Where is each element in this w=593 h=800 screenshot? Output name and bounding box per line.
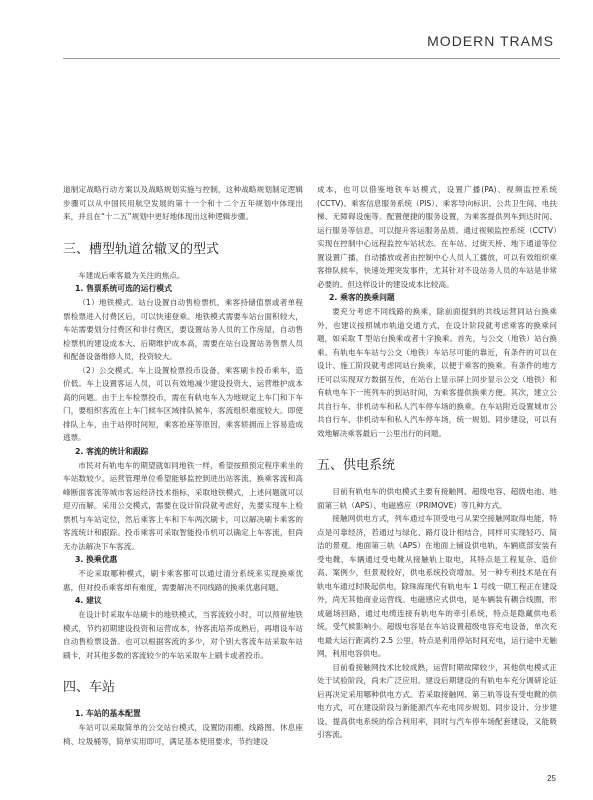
page-number: 25	[547, 774, 556, 783]
section-heading: 三、槽型轨道岔辙叉的型式	[63, 241, 220, 257]
subsection-heading: 3. 换乘优惠	[75, 555, 118, 564]
right-column	[317, 183, 557, 742]
paragraph: 车站可以采取简单的公交站台模式，设置防雨棚、线路图、休息座椅、垃圾桶等，简单实用即可，满足基本使用要求，节约建设	[63, 723, 303, 746]
paragraph: 目前看接触网技术比较成熟，运营时期故障较少，其他供电模式正处于试验阶段，尚未广泛应用。建设后期建设的有轨电车充分调研论证后再决定采用哪种供电方式。若采取接触网、第三轨等设有受电靴的供电方式，可在建设阶段与新能源汽车充电同步规划、同步设计、分步建设，提高供电系统的综合利用率，同时与汽车停车场配套建设，又能吸引客流。	[317, 662, 557, 739]
section-heading: 四、车站	[63, 680, 116, 695]
running-header: MODERN TRAMS	[427, 33, 554, 49]
section-heading: 五、供电系统	[317, 458, 396, 473]
paragraph: （1）地铁模式。站台设置自动售检票机，乘客持储值票或者单程票检票进入付费区后，可以快速登乘。地铁模式需要车站台面积较大，车站需要划分付费区和非付费区，要设置站务人员的工作房屋，自动售检票机的建设成本大、后期维护成本高，需要在站台设置站务售票人员和配备设备维修人员，投资较大。	[63, 298, 303, 361]
paragraph: 成本，也可以借鉴地铁车站模式，设置广播(PA)、视频监控系统(CCTV)、乘客信息服务系统（PIS）、乘客导向标识、公共卫生间、电扶梯、无障碍设施等。配置便捷的服务设置，为乘客提供列车到达时间、运行服务等信息，可以提升客运服务品质。通过视频监控系统（CCTV）实现在控制中心远程监控车站状态。在车站、过街天桥、地下通道等位置设置广播，自动播放或者由控制中心人员人工播放，可以有效组织乘客排队候车，快速处理突发事件，尤其针对不设站务人员的车站是非常必要的。但这样设计的建设成本比较高。	[317, 185, 557, 289]
subsection-heading: 2. 客流的统计和跟踪	[75, 446, 149, 456]
header-rule	[63, 58, 560, 59]
paragraph: 不论采取哪种模式，刷卡乘客都可以通过清分系统来实现换乘优惠，但对投币乘客却有难度，需要解决不同线路的换乘优惠问题。	[63, 569, 303, 592]
paragraph: 在设计时采取车站刷卡的地铁模式，当客流较小时，可以预留地铁模式，节约初期建设投资和运营成本，待客流培养成熟后，再增设车站自动售检票设备。也可以根据客流的多少，对个别大客流车站采取车站刷卡，对其他多数的客流较少的车站采取车上刷卡或者投币。	[63, 610, 303, 660]
paragraph: 车建成后乘客最为关注的焦点。	[78, 270, 185, 280]
paragraph: 目前有轨电车的供电模式主要有接触网、超级电容、超级电池、地面第三轨（APS）、电磁感应（PRIMOVE）等几种方式。	[317, 487, 557, 510]
subsection-heading: 4. 建议	[75, 596, 102, 605]
paragraph: （2）公交模式。车上设置检票投币设备，乘客刷卡投币乘车，造价低。车上设置客运人员，可以有效地减少建设投资大、运营维护成本高的问题。由于上车检票投币，需在有轨电车入为地规定上车门和下车门，要组织客流在上车门候车区域排队候车，客流组织难度较大。即使排队上车，由于站停时间短，乘客抢座等原因，乘客轿拥而上容易造成逃票。	[63, 365, 303, 442]
subsection-heading: 1. 售票系统可选的运行模式	[75, 284, 172, 293]
paragraph: 道制定战略行动方案以及战略规划实施与控制，这种战略规划制定逻辑步骤可以从中国民用航空发展的第十一个和十二个五年规划中体现出来，并且在“十二五”规划中更好地体现出这种逻辑步骤。	[63, 185, 303, 221]
subsection-heading: 2. 乘客的换乘问题	[329, 293, 395, 302]
left-column	[63, 183, 303, 748]
paragraph: 市民对有轨电车的期望就如同地铁一样，希望按照预定程序乘坐的车站数较少。运营管理单位希望能够监控到进出站客流、换乘客流和高峰断面客流等城市客运经济技术指标，采取地铁模式，上述问题就可以迎刃而解。采用公交模式，需要在设计阶段就考虑好，先要实现车上检票机与车站定位，然后乘客上车和下车两次刷卡，可以解决刷卡乘客的客流统计和跟踪。投币乘客可采取智能投币机可以确定上车客流，但尚无办法解决下车客流。	[63, 460, 303, 551]
subsection-heading: 1. 车站的基本配置	[75, 709, 141, 718]
paragraph: 接触网供电方式，列车通过车顶受电弓从架空接触网取得电能，特点是可靠经济，若通过与绿化、路灯设计相结合，同样可实现轻巧、简洁的景观。地面第三轨（APS）在地面上铺设供电轨，车辆底部安装有受电靴，车辆通过受电靴从接触轨上取电，其特点是工程复杂、造价高、案例少，但景观较好，供电系统投资增加。另一种专利技术是在有轨电车通过时吸起供电，除珠海现代有轨电车 1 号线一期工程正在建设外，尚无其他商业运营线。电磁感应式供电，是车辆装有耦合线圈，形成磁场回路，通过电缆连接有轨电车的牵引系统，特点是隐藏供电系统，受气候影响小。超级电容是在车站设置超级电容充电设备，单次充电最大运行距离约 2.5 公里，特点是利用停站时间充电，运行途中无触网，利用电容供电。	[317, 514, 557, 658]
paragraph: 要充分考虑不同线路的换乘，除前面提到的共线运营同站台换乘外，也建议按照城市轨道交通方式，在设计阶段就考虑乘客的换乘问题，如采取 T 型站台换乘或者十字换乘。首先，与公交（地铁）站台换乘。有轨电车车站与公交（地铁）车站尽可能的靠近，有条件的可以在设计、施工阶段就考虑同站台换乘，以便于乘客的换乘。有条件的地方还可以实现双方数据互传，在站台上显示屏上同步显示公交（地铁）和有轨电车下一班列车的到站时间，为乘客提供换乘方便。其次，建立公共自行车、非机动车和私人汽车停车场的换乘。在车站附近设置城市公共自行车、非机动车和私人汽车停车场，统一规划、同步建设，可以有效地解决乘客最后一公里出行的问题。	[317, 307, 557, 438]
